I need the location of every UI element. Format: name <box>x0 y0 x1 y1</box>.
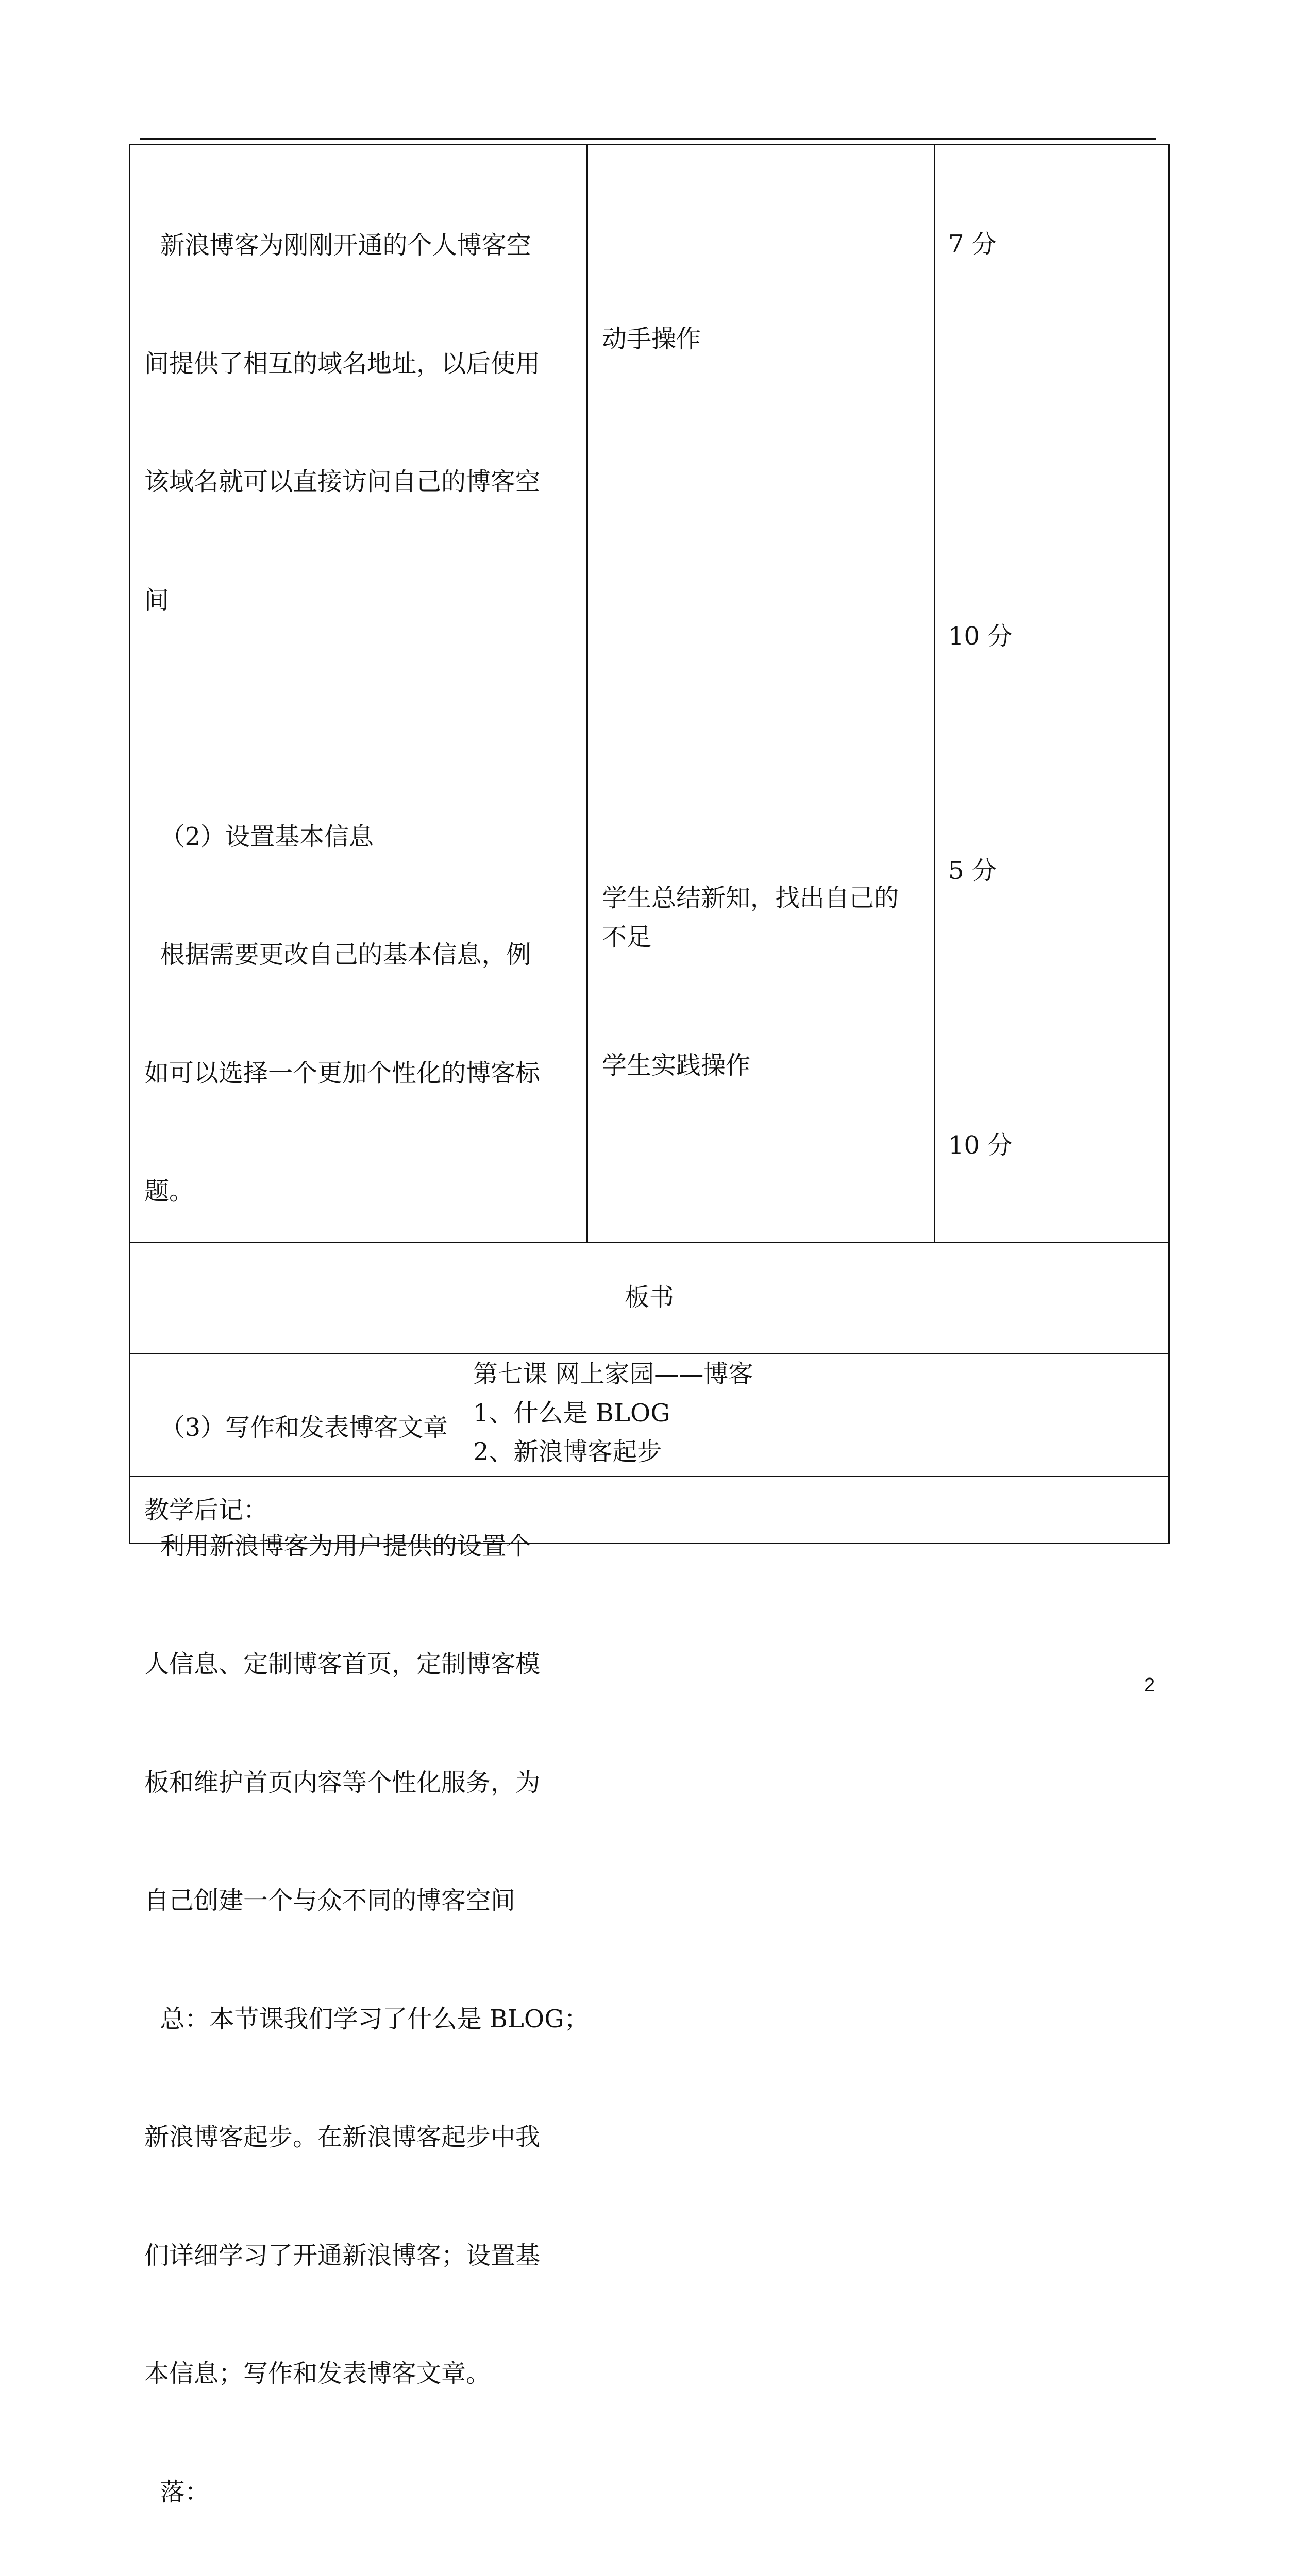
time-2: 10 分 <box>948 622 1013 651</box>
board-heading: 板书 <box>624 1283 674 1312</box>
time-1: 7 分 <box>948 230 997 259</box>
page-number: 2 <box>1144 1674 1155 1696</box>
board-item-1: 1、什么是 BLOG <box>473 1399 670 1428</box>
content-line: 新浪博客为刚刚开通的个人博客空 <box>144 231 531 260</box>
content-line: 间提供了相互的域名地址，以后使用 <box>144 349 541 378</box>
activity-hands-on: 动手操作 <box>602 325 701 353</box>
activity-practice: 学生实践操作 <box>602 1051 751 1080</box>
content-line: 人信息、定制博客首页，定制博客模 <box>144 1650 541 1679</box>
content-line: 根据需要更改自己的基本信息，例 <box>144 940 531 969</box>
content-line: 自己创建一个与众不同的博客空间 <box>144 1886 516 1915</box>
content-line: 该域名就可以直接访问自己的博客空 <box>144 467 541 496</box>
content-line: 板和维护首页内容等个性化服务，为 <box>144 1768 541 1797</box>
content-line: 间 <box>144 585 170 615</box>
activity-summary-line2: 不足 <box>602 923 652 952</box>
content-line: 如可以选择一个更加个性化的博客标 <box>144 1058 541 1088</box>
content-line: 新浪博客起步。在新浪博客起步中我 <box>144 2123 541 2151</box>
content-line: 们详细学习了开通新浪博客；设置基 <box>144 2241 541 2270</box>
content-line: （3）写作和发表博客文章 <box>144 1413 448 1442</box>
content-line: 总：本节课我们学习了什么是 BLOG； <box>144 2004 589 2033</box>
content-line: 本信息；写作和发表博客文章。 <box>144 2359 491 2388</box>
board-item-2: 2、新浪博客起步 <box>473 1437 662 1466</box>
content-line: 落： <box>144 2477 210 2506</box>
content-line <box>144 699 589 738</box>
content-line: （2）设置基本信息 <box>144 822 374 851</box>
activity-summary-line1: 学生总结新知，找出自己的 <box>602 884 899 912</box>
board-title: 第七课 网上家园——博客 <box>473 1360 753 1388</box>
time-3: 5 分 <box>948 856 997 885</box>
notes-label: 教学后记： <box>144 1496 268 1524</box>
content-line: 题。 <box>144 1177 194 1206</box>
column-divider-2 <box>934 144 935 1243</box>
content-line: 利用新浪博客为用户提供的设置个 <box>144 1531 531 1561</box>
time-4: 10 分 <box>948 1131 1013 1160</box>
header-rule <box>140 138 1156 140</box>
